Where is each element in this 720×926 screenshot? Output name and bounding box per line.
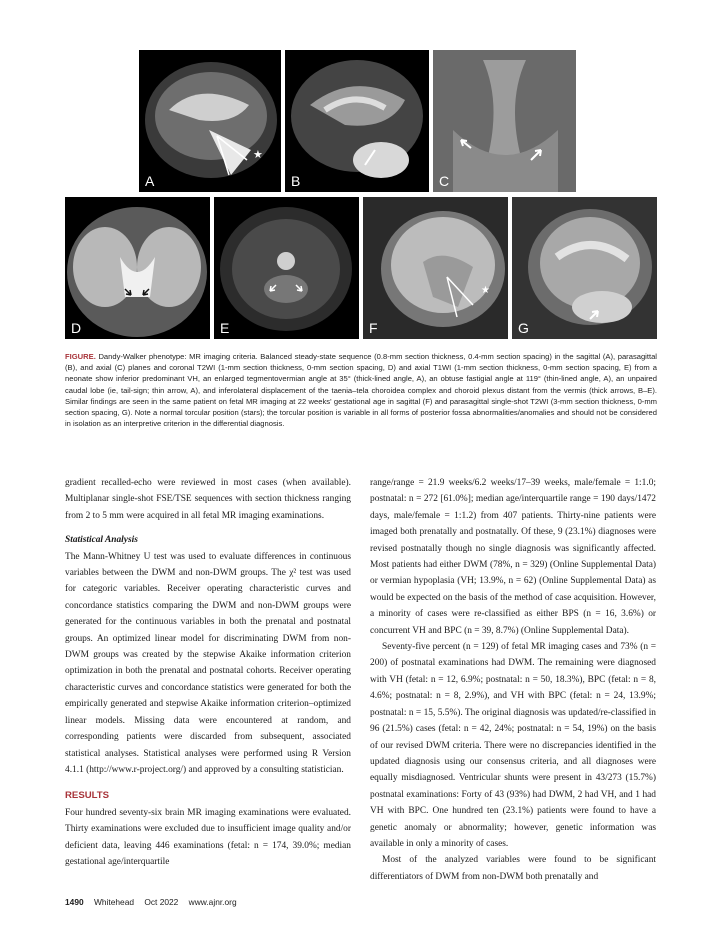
fetal-sagittal-mri-image	[363, 197, 508, 339]
statistical-analysis-heading: Statistical Analysis	[65, 535, 138, 546]
figure-panel-g	[512, 197, 657, 339]
results-paragraph: Four hundred seventy-six brain MR imaging examinations were evaluated. Thirty examinations were excluded due to insufficient image quality and/or deficient data, leaving 446 examinations (fetal: n = 174, 39.0%; median gestational age/interquartile	[65, 807, 351, 867]
axial-mri-image	[65, 197, 210, 339]
figure-panel-c	[433, 50, 576, 192]
svg-text:★: ★	[481, 285, 490, 296]
parasagittal-mri-image	[285, 50, 429, 192]
svg-text:★: ★	[253, 148, 263, 161]
right-column	[370, 475, 656, 885]
footer-date: Oct 2022	[144, 897, 179, 907]
footer-author: Whitehead	[93, 897, 135, 907]
methods-paragraph: gradient recalled-echo were reviewed in most cases (when available). Multiplanar single-shot FSE/TSE sequences with section thickness ranging from 2 to 5 mm were acquired in all fetal MR imaging examinations.	[65, 478, 351, 521]
page-footer	[65, 897, 245, 907]
panel-label: F	[369, 320, 378, 336]
panel-label: D	[71, 320, 82, 336]
results-continued-paragraph: range/range = 21.9 weeks/6.2 weeks/17–39 weeks, male/female = 1:1.0; postnatal: n = 272 [61.0%]; median age/interquartile range = 190 days/1472 days, male/female = 1:1.2) from 407 patients. Thirty-nine patients were imaged both prenatally and postnatally. Of these, 9 (23.1%) diagnoses were revised postnatally though no single diagnosis was significantly affected. Most patients had either DWM (78%, n = 329) (Online Supplemental Data) or vermian hypoplasia (VH; 13.9%, n = 62) (Online Supplemental Data) as would be expected on the basis of the method of case acquisition. However, a minority of cases were re-classified as either BPS (n = 16, 3.6%) or concurrent VH and BPC (n = 39, 8.7%) (Online Supplemental Data).	[370, 478, 656, 636]
left-column	[65, 475, 351, 870]
caption-head: FIGURE.	[65, 352, 96, 361]
footer-site: www.ajnr.org	[188, 897, 237, 907]
variables-paragraph: Most of the analyzed variables were found to be significant differentiators of DWM from non-DWM both prenatally and	[370, 855, 656, 882]
panel-label: C	[439, 173, 450, 189]
diagnosis-paragraph: Seventy-five percent (n = 129) of fetal MR imaging cases and 73% (n = 200) of postnatal examinations had DWM. The remaining were diagnosed with VH (fetal: n = 12, 6.9%; postnatal: n = 50, 18.3%), BPC (fetal: n = 8, 4.6%; postnatal: n = 8, 2.9%), and VH with BPC (fetal: n = 24, 13.9%; postnatal: n = 15, 5.5%). The original diagnosis was updated/re-classified in 96 (21.5%) cases (fetal: n = 42, 24%; postnatal: n = 54, 19%) on the basis of our revised DWM criteria. There were no discrepancies identified in the updated diagnosis using our consensus criteria, and all diagnoses were equally misdiagnosed. Ventricular shunts were present in 43/273 (15.7%) postnatal examinations: Forty of 43 (93%) had DWM, 2 had VH, and 1 had VH with BPC. One hundred ten (23.1%) patients were found to have a genetic anomaly or abnormality; however, genetic information was available in only a minority of cases.	[370, 642, 656, 849]
figure-panel-d	[65, 197, 210, 339]
fetal-parasagittal-mri-image	[512, 197, 657, 339]
panel-label: G	[518, 320, 529, 336]
panel-label: E	[220, 320, 230, 336]
coronal-mri-image	[433, 50, 576, 192]
figure-panel-e	[214, 197, 359, 339]
statistics-paragraph: The Mann-Whitney U test was used to evaluate differences in continuous variables between the DWM and non-DWM groups. The χ² test was used for categoric variables. Receiver operating characteristic curves and concordance statistics comparing the DWM and non-DWM groups were generated for the continuous variables in both the prenatal and postnatal groups. An optimized linear model for discriminating DWM from non-DWM groups was created by the stepwise Akaike information criterion optimization in both the prenatal and postnatal cohorts. Receiver operating characteristic curves and concordance statistics were generated for both the empirically generated and stepwise Akaike information criterion–optimized linear models. Missing data were encountered at random, and corresponding patients were discarded from subsequent, associated statistical analyses. Statistical analyses were performed using R Version 4.1.1 (http://www.r-project.org/) and approved by a consulting statistician.	[65, 551, 351, 775]
figure-caption	[65, 351, 657, 429]
results-heading: RESULTS	[65, 790, 110, 802]
caption-body: Dandy-Walker phenotype: MR imaging criteria. Balanced steady-state sequence (0.8-mm section thickness, 0.4-mm section spacing) in the sagittal (A), parasagittal (B), and axial (C) planes and coronal T2WI (1-mm section thickness, 0-mm section spacing, D) and axial T1WI (1-mm section thickness, 0-mm section spacing, E) from a neonate show inferior predominant VH, an enlarged tegmentovermian angle at 35° (thick-lined angle, A), an obtuse fastigial angle at 119° (thin-lined angle, A), an unpaired caudal lobe (ie, tail-sign; thin arrow, A), and inferolateral displacement of the taenia–tela choroidea complex and choroid plexus distant from the vermis (thick arrows, B–E). Similar findings are seen in the same patient on fetal MR imaging at 22 weeks' gestational age in sagittal (F) and parasagittal single-shot T2WI (3-mm section thickness, 0-mm section spacing, G). Note a normal torcular position (stars); the torcular position is variable in all forms of posterior fossa abnormalities/anomalies and should not be considered in isolation as an interpretive criterion in the differential diagnosis.	[65, 352, 657, 429]
panel-label: A	[145, 173, 155, 189]
figure-panel-b	[285, 50, 429, 192]
figure-panel-f	[363, 197, 508, 339]
figure-panel-a	[139, 50, 281, 192]
axial-neonate-mri-image	[214, 197, 359, 339]
sagittal-mri-image	[139, 50, 281, 192]
panel-label: B	[291, 173, 301, 189]
page-number: 1490	[65, 897, 84, 907]
